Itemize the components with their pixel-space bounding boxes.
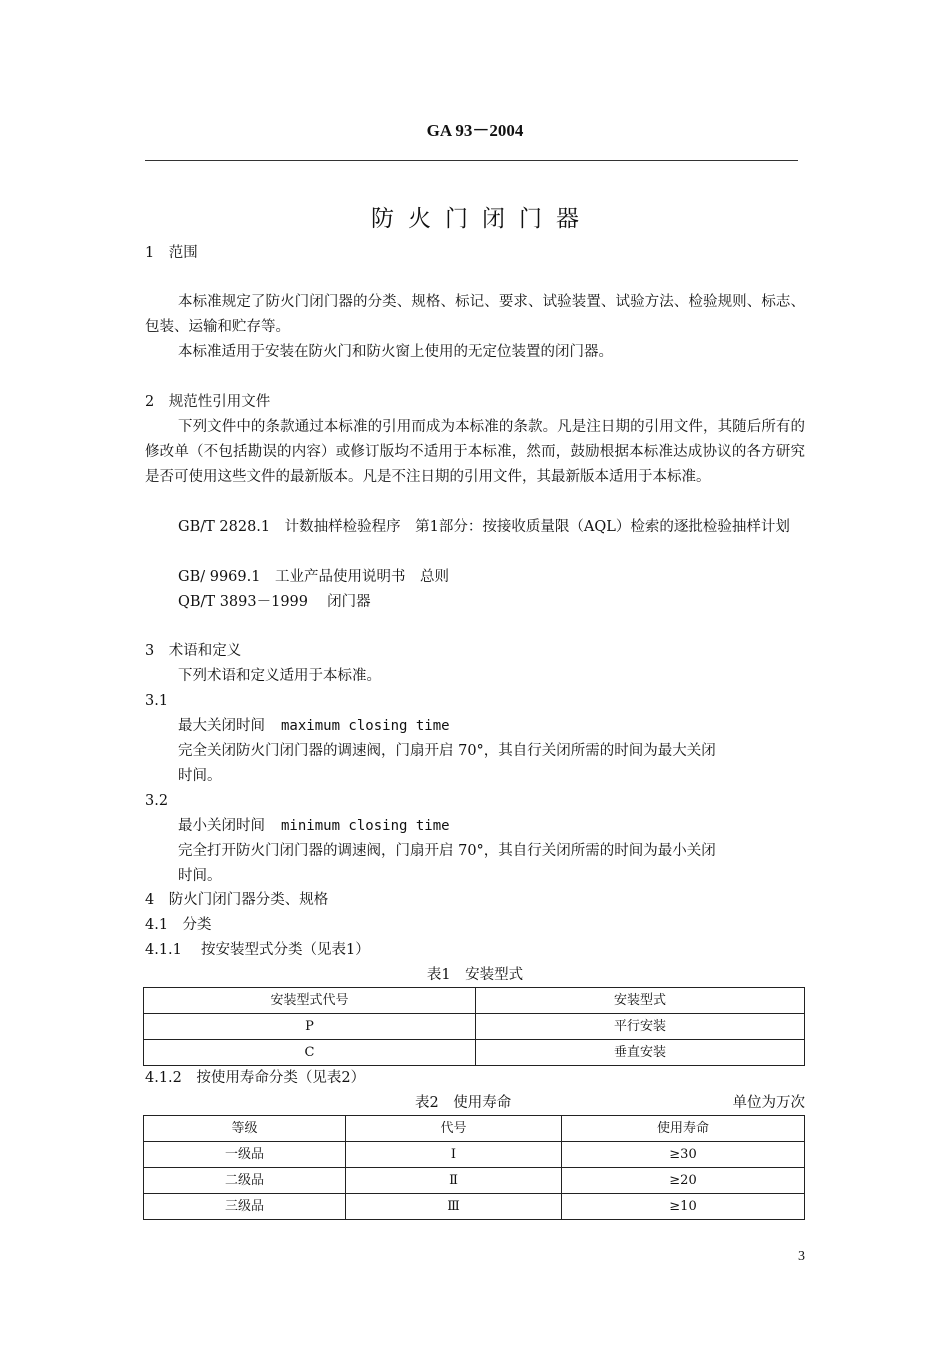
term-chinese: 最大关闭时间 xyxy=(178,718,265,734)
normative-reference-2: GB/ 9969.1 工业产品使用说明书 总则 xyxy=(178,569,449,585)
term-chinese: 最小关闭时间 xyxy=(178,818,265,834)
clause-4-1-heading: 4.1 分类 xyxy=(145,917,212,933)
table-cell: Ⅱ xyxy=(346,1168,562,1194)
clause-4-1-1-heading: 4.1.1 按安装型式分类（见表1） xyxy=(145,942,370,958)
clause-3-1-term xyxy=(178,714,450,738)
section-2-paragraph-1: 下列文件中的条款通过本标准的引用而成为本标准的条款。凡是注日期的引用文件，其随后所有的修改单（不包括勘误的内容）或修订版均不适用于本标准，然而，鼓励根据本标准达成协议的各方研究是否可使用这些文件的最新版本。凡是不注日期的引用文件，其最新版本适用于本标准。 xyxy=(145,419,805,485)
clause-4-1-2-heading: 4.1.2 按使用寿命分类（见表2） xyxy=(145,1070,366,1086)
table-cell: C xyxy=(144,1040,476,1066)
table-2-caption: 表2 使用寿命 xyxy=(415,1095,512,1111)
section-3-heading: 3 术语和定义 xyxy=(145,643,242,659)
table-1-installation-type xyxy=(143,987,805,1066)
table-header-row xyxy=(144,1116,805,1142)
document-title: 防火门闭门器 xyxy=(371,206,593,232)
table-cell: 平行安装 xyxy=(476,1014,805,1040)
table-cell: 一级品 xyxy=(144,1142,346,1168)
table-row xyxy=(144,1142,805,1168)
table-row xyxy=(144,1040,805,1066)
normative-reference-1: GB/T 2828.1 计数抽样检验程序 第1部分：按接收质量限（AQL）检索的逐批检验抽样计划 xyxy=(178,519,790,535)
section-2-heading: 2 规范性引用文件 xyxy=(145,394,271,410)
table-1-caption: 表1 安装型式 xyxy=(426,967,524,983)
normative-reference-3: QB/T 3893－1999 闭门器 xyxy=(178,594,371,610)
table-2-unit-note: 单位为万次 xyxy=(732,1095,805,1111)
table-cell: 垂直安装 xyxy=(476,1040,805,1066)
table-header-row xyxy=(144,988,805,1014)
clause-3-2-definition-line-2: 时间。 xyxy=(178,868,222,884)
section-4-heading: 4 防火门闭门器分类、规格 xyxy=(145,892,329,908)
table-header-cell: 安装型式代号 xyxy=(144,988,476,1014)
table-row xyxy=(144,1194,805,1220)
table-header-cell: 等级 xyxy=(144,1116,346,1142)
table-cell: Ⅲ xyxy=(346,1194,562,1220)
table-header-cell: 安装型式 xyxy=(476,988,805,1014)
table-header-cell: 使用寿命 xyxy=(562,1116,805,1142)
section-1-heading: 1 范围 xyxy=(145,245,198,261)
section-3-intro: 下列术语和定义适用于本标准。 xyxy=(178,668,381,684)
clause-3-1-definition-line-2: 时间。 xyxy=(178,768,222,784)
table-cell: Ⅰ xyxy=(346,1142,562,1168)
term-english: minimum closing time xyxy=(281,818,450,834)
table-cell: ≥30 xyxy=(562,1142,805,1168)
header-rule xyxy=(145,160,798,161)
section-1-paragraph-2: 本标准适用于安装在防火门和防火窗上使用的无定位装置的闭门器。 xyxy=(178,344,613,360)
clause-3-2-definition-line-1: 完全打开防火门闭门器的调速阀，门扇开启 70°，其自行关闭所需的时间为最小关闭 xyxy=(178,843,716,859)
clause-3-1-number: 3.1 xyxy=(145,693,169,709)
clause-3-2-term xyxy=(178,814,450,838)
table-cell: P xyxy=(144,1014,476,1040)
table-cell: ≥10 xyxy=(562,1194,805,1220)
table-cell: 二级品 xyxy=(144,1168,346,1194)
table-header-cell: 代号 xyxy=(346,1116,562,1142)
table-row xyxy=(144,1168,805,1194)
table-cell: 三级品 xyxy=(144,1194,346,1220)
standard-code: GA 93－2004 xyxy=(426,121,524,140)
table-cell: ≥20 xyxy=(562,1168,805,1194)
clause-3-1-definition-line-1: 完全关闭防火门闭门器的调速阀，门扇开启 70°，其自行关闭所需的时间为最大关闭 xyxy=(178,743,716,759)
page-number: 3 xyxy=(798,1249,805,1264)
clause-3-2-number: 3.2 xyxy=(145,793,169,809)
table-2-service-life xyxy=(143,1115,805,1220)
section-1-paragraph-1: 本标准规定了防火门闭门器的分类、规格、标记、要求、试验装置、试验方法、检验规则、标志、包装、运输和贮存等。 xyxy=(145,294,805,335)
term-english: maximum closing time xyxy=(281,718,450,734)
table-row xyxy=(144,1014,805,1040)
